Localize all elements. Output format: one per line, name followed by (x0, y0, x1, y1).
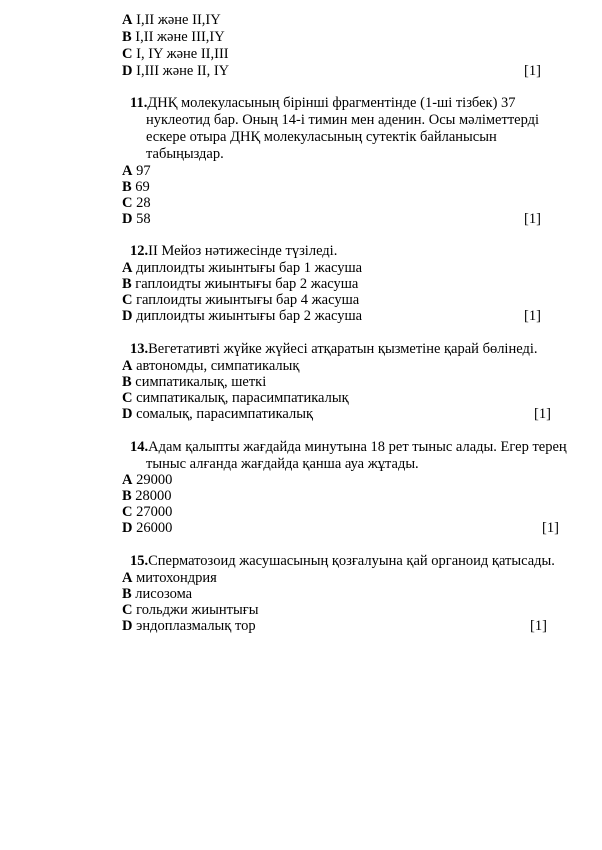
option-d (122, 211, 151, 227)
question-text: Адам қалыпты жағдайда минутына 18 рет тыныс алады. Егер терең (148, 439, 567, 455)
option-letter: D (122, 618, 133, 634)
option-d (122, 308, 362, 324)
option-text: I,II және III,IY (131, 29, 225, 45)
question-14-line-1 (130, 439, 567, 455)
option-d (122, 618, 256, 634)
question-text: ДНҚ молекуласының бірінші фрагментінде (1-ші тізбек) 37 (147, 95, 516, 111)
option-b (122, 276, 358, 292)
option-letter: A (122, 163, 133, 179)
option-b (122, 29, 225, 45)
option-text: 29000 (132, 472, 173, 488)
score-mark: [1] (530, 618, 547, 634)
option-b (122, 586, 192, 602)
option-text: I,III және II, IY (132, 63, 230, 79)
question-11-line-4: табыңыздар. (146, 146, 224, 162)
option-letter: B (122, 488, 132, 504)
option-text: 27000 (132, 504, 173, 520)
option-text: 69 (131, 179, 150, 195)
option-letter: C (122, 602, 133, 618)
option-c (122, 602, 258, 618)
question-number: 13. (130, 341, 149, 357)
option-text: 28000 (131, 488, 172, 504)
option-text: автономды, симпатикалық (132, 358, 300, 374)
question-number: 15. (130, 553, 149, 569)
question-13-line-1 (130, 341, 538, 357)
option-text: I,II және II,IY (132, 12, 221, 28)
score-mark: [1] (524, 211, 541, 227)
option-letter: A (122, 472, 133, 488)
question-number: 11. (130, 95, 148, 111)
option-letter: D (122, 63, 133, 79)
option-letter: B (122, 374, 132, 390)
option-letter: C (122, 195, 133, 211)
option-b (122, 488, 172, 504)
option-letter: B (122, 586, 132, 602)
question-11-line-1 (130, 95, 516, 111)
option-letter: B (122, 29, 132, 45)
option-text: гаплоидты жиынтығы бар 4 жасуша (132, 292, 360, 308)
option-c (122, 292, 359, 308)
option-d (122, 63, 229, 79)
option-text: 26000 (132, 520, 173, 536)
option-text: гаплоидты жиынтығы бар 2 жасуша (131, 276, 359, 292)
option-text: лисозома (131, 586, 193, 602)
option-a (122, 358, 299, 374)
question-text: Сперматозоид жасушасының қозғалуына қай органоид қатысады. (148, 553, 555, 569)
option-text: диплоидты жиынтығы бар 1 жасуша (132, 260, 363, 276)
question-number: 14. (130, 439, 149, 455)
option-a (122, 163, 151, 179)
option-text: симпатикалық, шеткі (131, 374, 267, 390)
option-text: эндоплазмалық тор (132, 618, 256, 634)
question-number: 12. (130, 243, 149, 259)
option-letter: B (122, 276, 132, 292)
question-text: Вегетативті жүйке жүйесі атқаратын қызметіне қарай бөлінеді. (148, 341, 538, 357)
option-text: 58 (132, 211, 151, 227)
score-mark: [1] (524, 308, 541, 324)
score-mark: [1] (524, 63, 541, 79)
option-letter: D (122, 520, 133, 536)
option-letter: A (122, 260, 133, 276)
option-a (122, 260, 362, 276)
option-text: симпатикалық, парасимпатикалық (132, 390, 349, 406)
option-letter: A (122, 358, 133, 374)
option-c (122, 46, 229, 62)
option-d (122, 406, 313, 422)
option-letter: C (122, 390, 133, 406)
question-14-line-2: тыныс алғанда жағдайда қанша ауа жұтады. (146, 456, 419, 472)
question-11-line-2: нуклеотид бар. Оның 14-і тимин мен аденин. Осы мәліметтерді (146, 112, 540, 128)
option-text: I, IY және II,III (132, 46, 229, 62)
option-text: 97 (132, 163, 151, 179)
option-text: сомалық, парасимпатикалық (132, 406, 314, 422)
option-d (122, 520, 172, 536)
option-c (122, 390, 349, 406)
option-b (122, 374, 266, 390)
option-letter: D (122, 211, 133, 227)
option-text: 28 (132, 195, 151, 211)
option-c (122, 195, 151, 211)
option-text: митохондрия (132, 570, 217, 586)
option-b (122, 179, 150, 195)
question-15-line-1 (130, 553, 555, 569)
option-a (122, 472, 172, 488)
option-c (122, 504, 172, 520)
option-text: диплоидты жиынтығы бар 2 жасуша (132, 308, 363, 324)
option-letter: C (122, 46, 133, 62)
option-letter: B (122, 179, 132, 195)
option-a (122, 570, 217, 586)
option-a (122, 12, 221, 28)
option-letter: C (122, 504, 133, 520)
score-mark: [1] (542, 520, 559, 536)
option-letter: D (122, 308, 133, 324)
option-letter: A (122, 12, 133, 28)
option-text: гольджи жиынтығы (132, 602, 259, 618)
question-12-line-1 (130, 243, 337, 259)
question-11-line-3: ескере отыра ДНҚ молекуласының сутектік байланысын (146, 129, 497, 145)
option-letter: D (122, 406, 133, 422)
question-text: II Мейоз нәтижесінде түзіледі. (148, 243, 338, 259)
score-mark: [1] (534, 406, 551, 422)
option-letter: C (122, 292, 133, 308)
option-letter: A (122, 570, 133, 586)
